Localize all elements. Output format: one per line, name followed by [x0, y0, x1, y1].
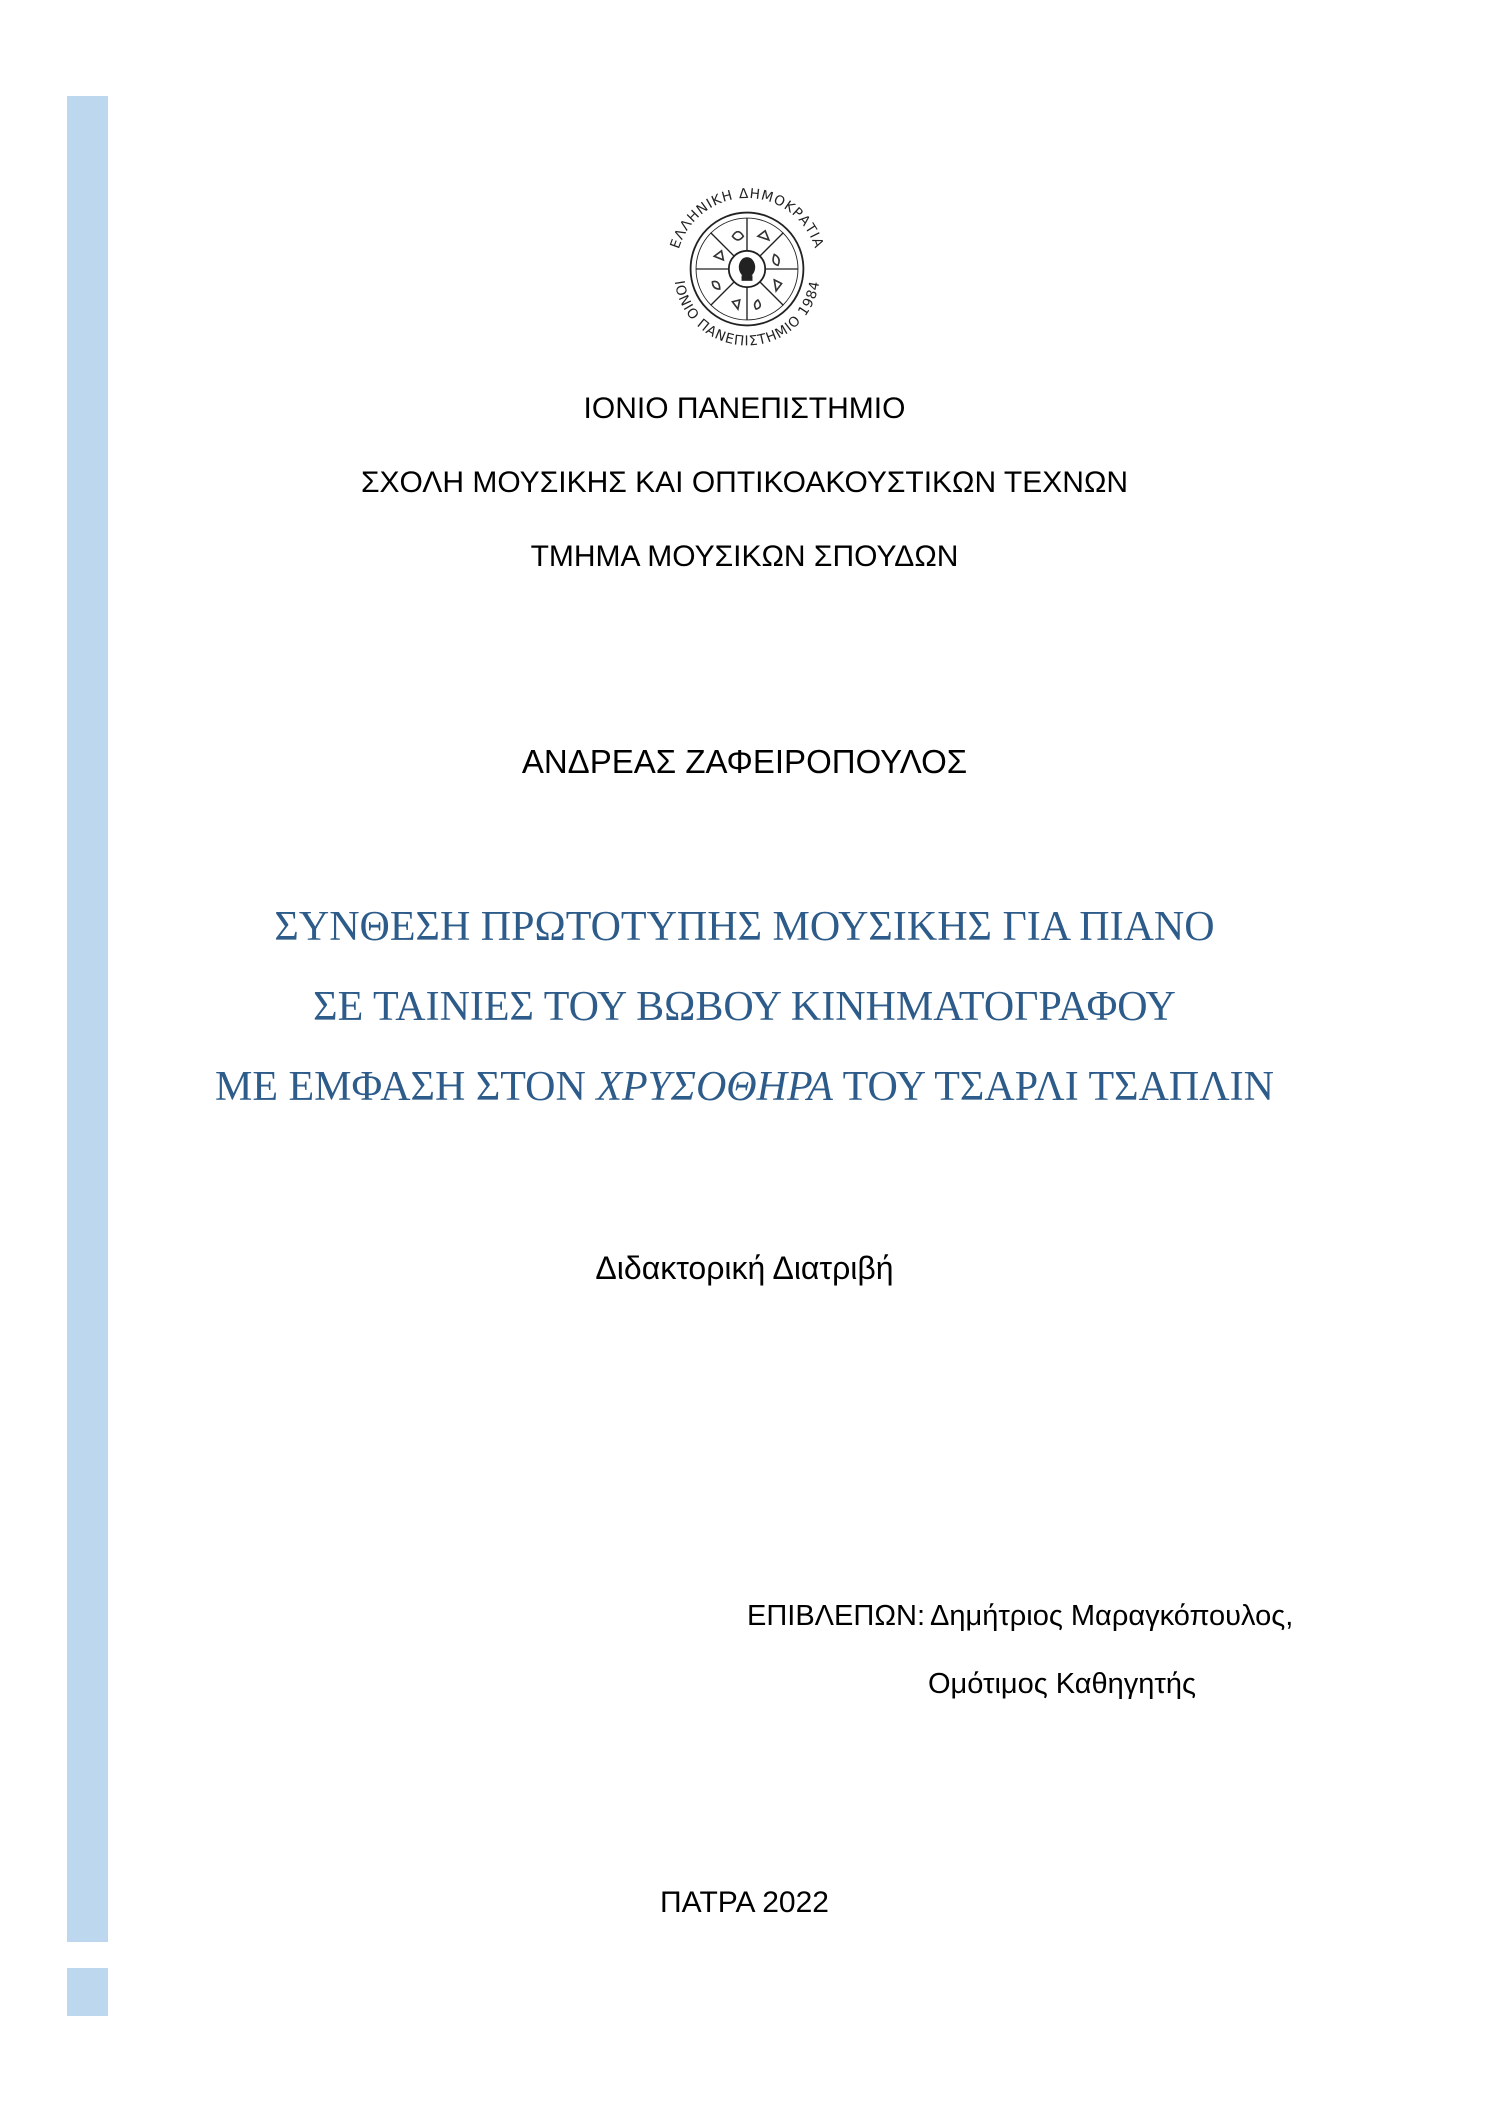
title-suffix: ΤΟΥ ΤΣΑΡΛΙ ΤΣΑΠΛΙΝ: [832, 1064, 1274, 1110]
thesis-title-line-3: [0, 1063, 1489, 1111]
svg-text:ΙΟΝΙΟ ΠΑΝΕΠΙΣΤΗΜΙΟ 1984: ΙΟΝΙΟ ΠΑΝΕΠΙΣΤΗΜΙΟ 1984: [670, 279, 824, 350]
document-type: Διδακτορική Διατριβή: [595, 1250, 894, 1286]
title-italic-film-name: ΧΡΥΣΟΘΗΡΑ: [596, 1064, 833, 1110]
author-name: ΑΝΔΡΕΑΣ ΖΑΦΕΙΡΟΠΟΥΛΟΣ: [521, 743, 968, 780]
decorative-side-bar-segment: [67, 1968, 108, 2016]
university-seal-logo: [656, 178, 838, 360]
supervisor-rank: Ομότιμος Καθηγητής: [928, 1668, 1196, 1700]
supervisor-name: Δημήτριος Μαραγκόπουλος,: [930, 1600, 1294, 1632]
thesis-title-line-2: ΣΕ ΤΑΙΝΙΕΣ ΤΟΥ ΒΩΒΟΥ ΚΙΝΗΜΑΤΟΓΡΑΦΟΥ: [313, 984, 1176, 1030]
title-prefix: ΜΕ ΕΜΦΑΣΗ ΣΤΟΝ: [215, 1064, 597, 1110]
department-name: ΤΜΗΜΑ ΜΟΥΣΙΚΩΝ ΣΠΟΥΔΩΝ: [530, 540, 959, 573]
svg-text:ΕΛΛΗΝΙΚΗ ΔΗΜΟΚΡΑΤΙΑ: ΕΛΛΗΝΙΚΗ ΔΗΜΟΚΡΑΤΙΑ: [667, 185, 827, 251]
supervisor-label: ΕΠΙΒΛΕΠΩΝ:: [747, 1600, 926, 1632]
place-and-year: ΠΑΤΡΑ 2022: [660, 1886, 829, 1919]
school-name: ΣΧΟΛΗ ΜΟΥΣΙΚΗΣ ΚΑΙ ΟΠΤΙΚΟΑΚΟΥΣΤΙΚΩΝ ΤΕΧΝΩΝ: [360, 466, 1129, 499]
thesis-title-line-1: ΣΥΝΘΕΣΗ ΠΡΩΤΟΤΥΠΗΣ ΜΟΥΣΙΚΗΣ ΓΙΑ ΠΙΑΝΟ: [274, 904, 1215, 950]
university-name: ΙΟΝΙΟ ΠΑΝΕΠΙΣΤΗΜΙΟ: [583, 392, 906, 425]
